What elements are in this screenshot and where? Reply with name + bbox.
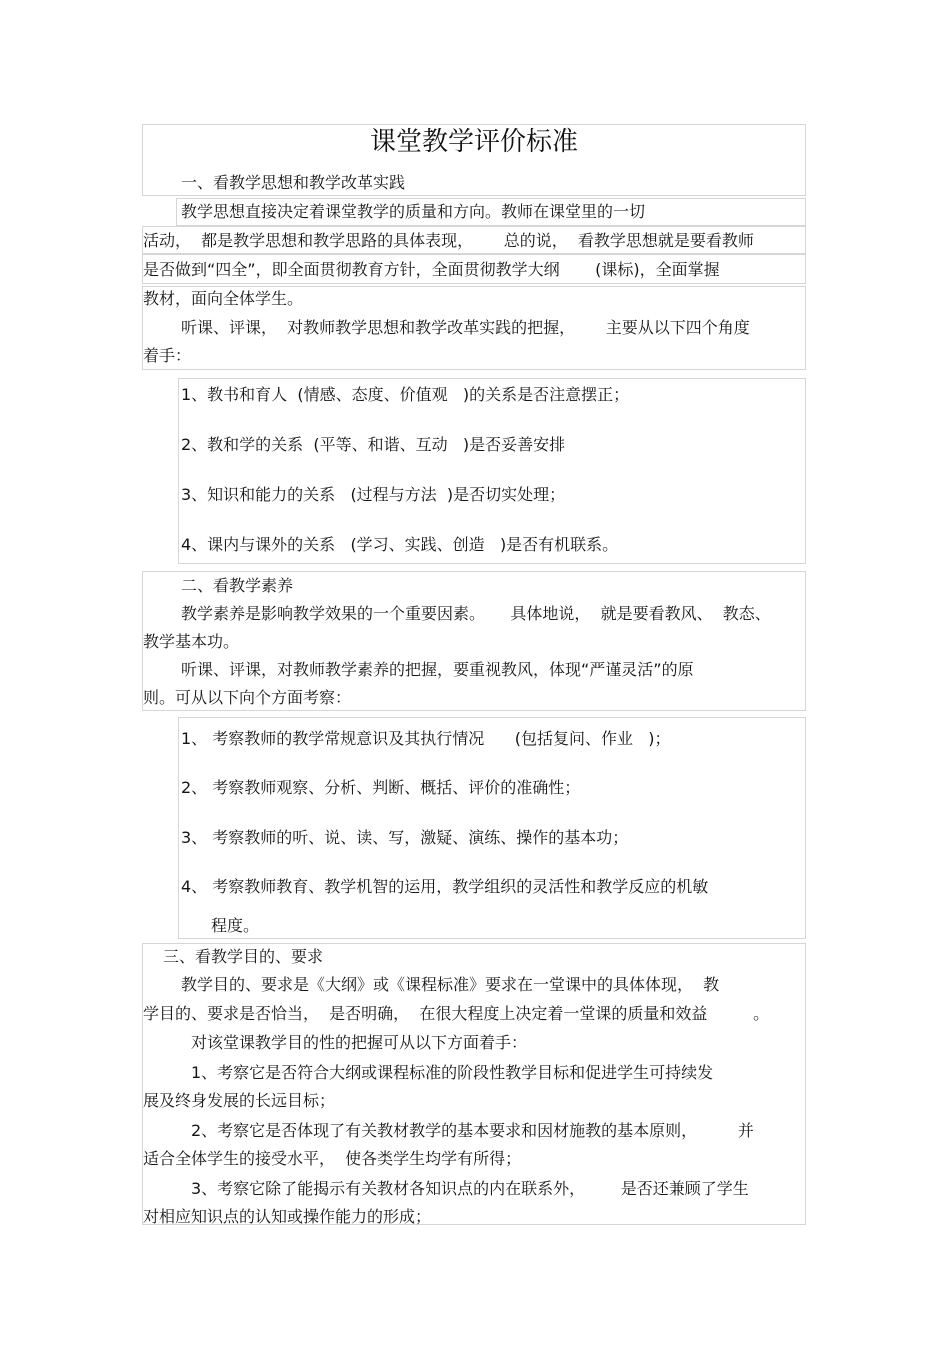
s3-i2-line1: 2、考察它是否体现了有关教材教学的基本要求和因材施教的基本原则， 并 — [191, 1121, 754, 1140]
section3-heading: 三、看教学目的、要求 — [163, 947, 324, 966]
s3-i3-line1: 3、考察它除了能揭示有关教材各知识点的内在联系外， 是否还兼顾了学生 — [191, 1179, 749, 1198]
s2-item-4: 4、 考察教师教育、教学机智的运用，教学组织的灵活性和教学反应的机敏 — [181, 877, 709, 896]
s1-item-2: 2、教和学的关系 (平等、和谐、互动 )是否妥善安排 — [181, 435, 566, 454]
s3-p1-line2: 学目的、要求是否恰当， 是否明确， 在很大程度上决定着一堂课的质量和效益 。 — [143, 1004, 770, 1023]
s2-item-4-cont: 程度。 — [211, 916, 260, 935]
s3-i3-line2: 对相应知识点的认知或操作能力的形成； — [143, 1207, 432, 1226]
s2-p1-line2: 教学基本功。 — [143, 632, 240, 651]
s1-p1-line2: 活动， 都是教学思想和教学思路的具体表现， 总的说， 看教学思想就是要看教师 — [143, 231, 754, 250]
s1-p2-line1: 听课、评课， 对教师教学思想和教学改革实践的把握， 主要从以下四个角度 — [181, 318, 750, 337]
s3-p1-line1: 教学目的、要求是《大纲》或《课程标准》要求在一堂课中的具体体现， 教 — [181, 975, 720, 994]
page-title: 课堂教学评价标准 — [369, 127, 578, 157]
s2-item-2: 2、 考察教师观察、分析、判断、概括、评价的准确性； — [181, 778, 581, 797]
s1-p1-line1: 教学思想直接决定着课堂教学的质量和方向。教师在课堂里的一切 — [181, 202, 646, 221]
s2-item-1: 1、 考察教师的教学常规意识及其执行情况 (包括复问、作业 )； — [181, 729, 671, 748]
s1-p1-line4: 教材，面向全体学生。 — [143, 289, 304, 308]
section1-heading: 一、看教学思想和教学改革实践 — [181, 173, 406, 192]
s2-item-3: 3、 考察教师的听、说、读、写，激疑、演练、操作的基本功； — [181, 828, 629, 847]
s1-item-1: 1、教书和育人 (情感、态度、价值观 )的关系是否注意摆正； — [181, 385, 630, 404]
s2-p2-line1: 听课、评课，对教师教学素养的把握，要重视教风，体现“严谨灵活”的原 — [181, 660, 694, 679]
s3-i1-line1: 1、考察它是否符合大纲或课程标准的阶段性教学目标和促进学生可持续发 — [191, 1063, 714, 1082]
s3-i1-line2: 展及终身发展的长远目标； — [143, 1091, 336, 1110]
s3-i2-line2: 适合全体学生的接受水平， 使各类学生均学有所得； — [143, 1149, 522, 1168]
s2-p1-line1: 教学素养是影响教学效果的一个重要因素。 具体地说， 就是要看教风、 教态、 — [181, 604, 771, 623]
s3-p2-line1: 对该堂课教学目的性的把握可从以下方面着手： — [191, 1033, 528, 1052]
s2-p2-line2: 则。可从以下向个方面考察： — [143, 688, 352, 707]
s1-p2-line2: 着手： — [143, 346, 192, 365]
s1-item-3: 3、知识和能力的关系 (过程与方法 )是否切实处理； — [181, 485, 566, 504]
section2-heading: 二、看教学素养 — [181, 576, 294, 595]
s1-p1-line3: 是否做到“四全”，即全面贯彻教育方针，全面贯彻教学大纲 (课标)，全面掌握 — [143, 260, 720, 279]
s1-item-4: 4、课内与课外的关系 (学习、实践、创造 )是否有机联系。 — [181, 535, 619, 554]
